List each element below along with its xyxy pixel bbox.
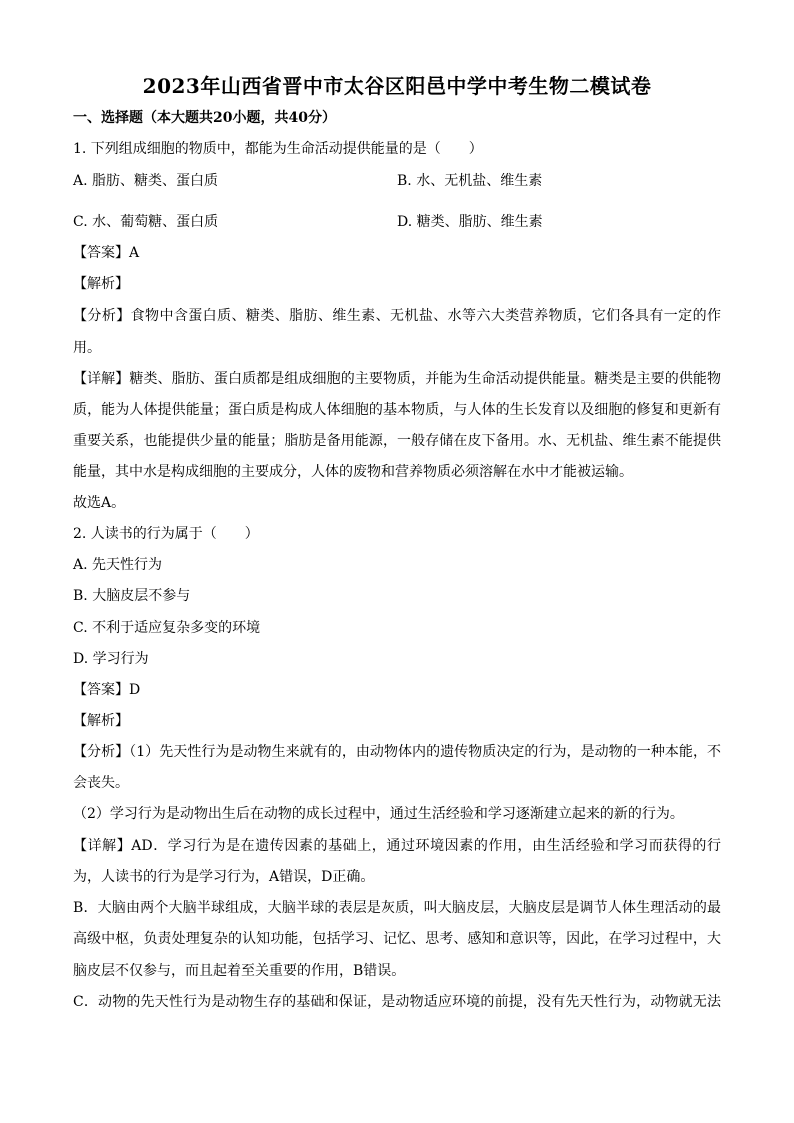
q1-option-d: D. 糖类、脂肪、维生素 — [397, 214, 543, 230]
section-heading: 一、选择题（本大题共20小题，共40分） — [73, 110, 336, 126]
q1-detail-line: 重要关系，也能提供少量的能量；脂肪是备用能源，一般存储在皮下备用。水、无机盐、维生素不能提供 — [73, 433, 721, 449]
q1-conclusion: 故选A。 — [73, 495, 126, 511]
q2-option-d: D. 学习行为 — [73, 651, 149, 667]
q2-detail-line: 为，人读书的行为是学习行为，A错误，D正确。 — [73, 869, 375, 885]
q1-stem: 1. 下列组成细胞的物质中，都能为生命活动提供能量的是（ ） — [73, 141, 483, 157]
q2-option-b-explanation: 脑皮层不仅参与，而且起着至关重要的作用，B错误。 — [73, 963, 406, 979]
q1-jiexi: 【解析】 — [73, 276, 129, 292]
q2-answer: 【答案】D — [73, 682, 141, 698]
q2-option-c-explanation: C．动物的先天性行为是动物生存的基础和保证，是动物适应环境的前提，没有先天性行为，动物就无法 — [73, 994, 721, 1010]
q2-option-b: B. 大脑皮层不参与 — [73, 588, 191, 604]
q1-option-b: B. 水、无机盐、维生素 — [397, 173, 543, 189]
q2-option-a: A. 先天性行为 — [73, 557, 163, 573]
q1-detail-line: 质，能为人体提供能量；蛋白质是构成人体细胞的基本物质，与人体的生长发育以及细胞的修复和更新有 — [73, 402, 721, 418]
q1-option-c: C. 水、葡萄糖、蛋白质 — [73, 214, 219, 230]
q2-option-c: C. 不利于适应复杂多变的环境 — [73, 620, 261, 636]
q2-option-b-explanation: 高级中枢，负责处理复杂的认知功能，包括学习、记忆、思考、感知和意识等，因此，在学习过程中，大 — [73, 931, 721, 947]
q2-jiexi: 【解析】 — [73, 713, 129, 729]
q2-analysis-line: 【分析】（1）先天性行为是动物生来就有的，由动物体内的遗传物质决定的行为，是动物的一种本能，不 — [73, 744, 721, 760]
q1-option-a: A. 脂肪、糖类、蛋白质 — [73, 173, 219, 189]
q1-analysis-line: 【分析】食物中含蛋白质、糖类、脂肪、维生素、无机盐、水等六大类营养物质，它们各具有一定的作 — [73, 308, 721, 324]
q2-detail-line: 【详解】AD．学习行为是在遗传因素的基础上，通过环境因素的作用，由生活经验和学习而获得的行 — [73, 838, 721, 854]
q2-analysis-line: （2）学习行为是动物出生后在动物的成长过程中，通过生活经验和学习逐渐建立起来的新的行为。 — [73, 806, 684, 822]
q2-option-b-explanation: B．大脑由两个大脑半球组成，大脑半球的表层是灰质，叫大脑皮层，大脑皮层是调节人体生理活动的最 — [73, 900, 721, 916]
q1-detail-line: 【详解】糖类、脂肪、蛋白质都是组成细胞的主要物质，并能为生命活动提供能量。糖类是主要的供能物 — [73, 371, 721, 387]
q1-analysis-line: 用。 — [73, 340, 101, 356]
q1-detail-line: 能量，其中水是构成细胞的主要成分，人体的废物和营养物质必须溶解在水中才能被运输。 — [73, 464, 633, 480]
q1-answer: 【答案】A — [73, 245, 140, 261]
page-title: 2023年山西省晋中市太谷区阳邑中学中考生物二模试卷 — [142, 74, 652, 98]
q2-stem: 2. 人读书的行为属于（ ） — [73, 526, 259, 542]
q2-analysis-line: 会丧失。 — [73, 775, 129, 791]
